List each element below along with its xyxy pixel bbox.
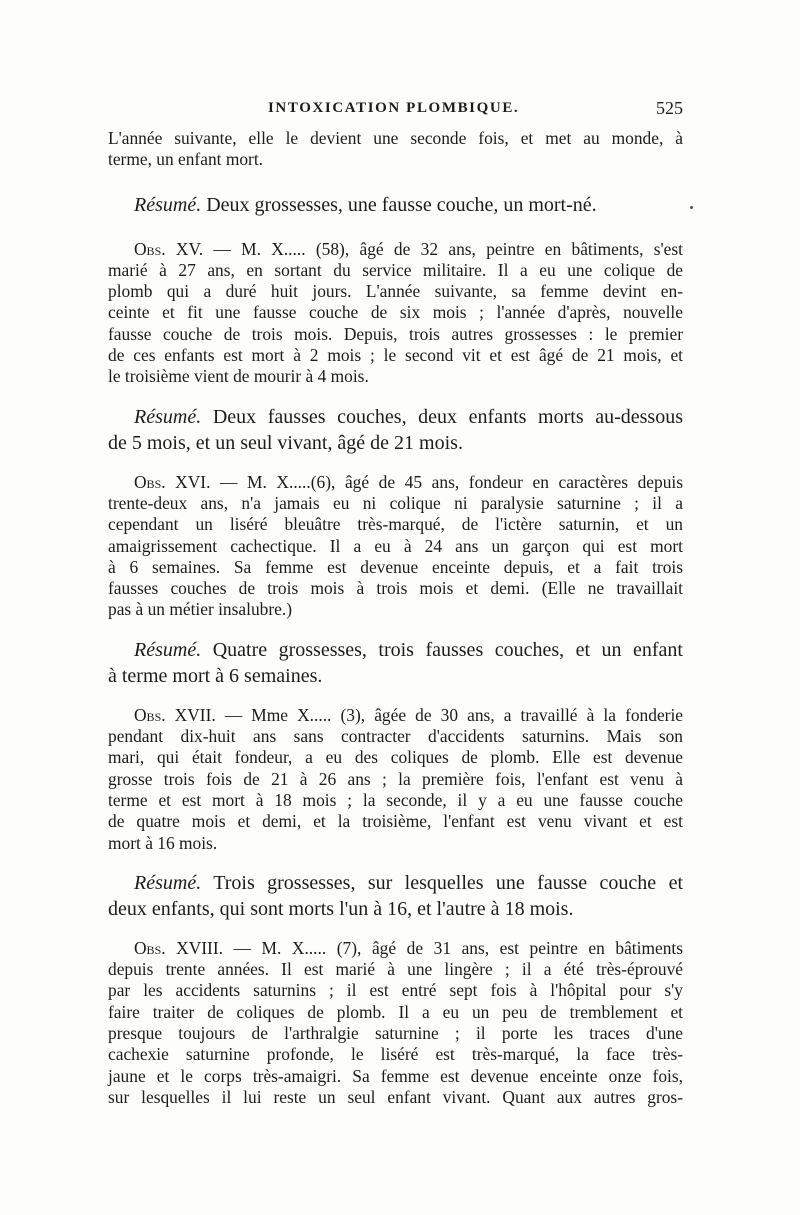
text-line: sur lesquelles il lui reste un seul enfant vivant. Quant aux autres gros- [108,1086,683,1107]
observation-xvii [108,705,683,854]
resume-paragraph [108,192,683,218]
text-line: fausses couches de trois mois à trois mois et demi. (Elle ne travaillait [108,578,683,599]
observation-text: — M. X..... (58), âgé de 32 ans, peintre en bâtiments, s'est [203,238,684,259]
text-line: pendant dix-huit ans sans contracter d'accidents saturnins. Mais son [108,726,683,747]
text-line: ceinte et fit une fausse couche de six mois ; l'année d'après, nouvelle [108,302,683,323]
text-line [108,404,683,430]
text-line: à terme mort à 6 semaines. [108,664,323,687]
resume-text: Deux grossesses, une fausse couche, un mort-né. [201,193,597,216]
text-line: marié à 27 ans, en sortant du service militaire. Il a eu une colique de [108,259,683,280]
text-line: trente-deux ans, n'a jamais eu ni colique ni paralysie saturnine ; il a [108,492,683,513]
text-line: cependant un liséré bleuâtre très-marqué, de l'ictère saturnin, et un [108,514,683,535]
text-line: depuis trente années. Il est marié à une lingère ; il a été très-éprouvé [108,959,683,980]
observation-label: Obs. XVI. [134,471,211,492]
text-line: terme et est mort à 18 mois ; la seconde, il y a eu une fausse couche [108,789,683,810]
observation-label: Obs. XV. [134,238,204,259]
page-header [108,98,683,122]
observation-xv [108,239,683,388]
text-line: jaune et le corps très-amaigri. Sa femme est devenue enceinte onze fois, [108,1065,683,1086]
observation-xviii [108,938,683,1108]
page-number: 525 [656,98,683,118]
resume-text: Deux fausses couches, deux enfants morts au-dessous [201,405,683,428]
text-line: terme, un enfant mort. [108,149,264,170]
text-line [108,705,683,726]
text-line [108,239,683,260]
text-line: de 5 mois, et un seul vivant, âgé de 21 mois. [108,431,463,454]
text-line: cachexie saturnine profonde, le liséré est très-marqué, la face très- [108,1044,683,1065]
text-line [108,472,683,493]
observation-text: — Mme X..... (3), âgée de 30 ans, a travaillé à la fonderie [215,704,684,725]
resume-text: Trois grossesses, sur lesquelles une fausse couche et [201,871,683,894]
text-line: L'année suivante, elle le devient une seconde fois, et met au monde, à [108,128,683,148]
running-title: INTOXICATION PLOMBIQUE. [268,100,520,116]
text-line: faire traiter de coliques de plomb. Il a eu un peu de tremblement et [108,1001,683,1022]
resume-paragraph [108,870,683,922]
text-line: de quatre mois et demi, et la troisième, l'enfant est venu vivant et est [108,811,683,832]
observation-label: Obs. XVII. [134,704,216,725]
text-line: le troisième vient de mourir à 4 mois. [108,366,369,387]
resume-paragraph [108,404,683,456]
text-line: grosse trois fois de 21 à 26 ans ; la première fois, l'enfant est venu à [108,768,683,789]
observation-xvi [108,472,683,621]
text-line: presque toujours de l'arthralgie saturnine ; il porte les traces d'une [108,1023,683,1044]
text-line: par les accidents saturnins ; il est entré sept fois à l'hôpital pour s'y [108,980,683,1001]
text-line: pas à un métier insalubre.) [108,599,292,620]
text-line: amaigrissement cachectique. Il a eu à 24 ans un garçon qui est mort [108,535,683,556]
paragraph-continuation [108,128,683,171]
text-line: mort à 16 mois. [108,832,218,853]
text-line: deux enfants, qui sont morts l'un à 16, et l'autre à 18 mois. [108,897,574,920]
resume-label: Résumé. [134,405,202,428]
resume-text: Quatre grossesses, trois fausses couches, et un enfant [201,638,683,661]
ink-speck [690,206,693,209]
text-line: fausse couche de trois mois. Depuis, trois autres grossesses : le premier [108,323,683,344]
text-line: plomb qui a duré huit jours. L'année suivante, sa femme devint en- [108,281,683,302]
text-line [108,870,683,896]
text-line [108,192,683,218]
text-line: mari, qui était fondeur, a eu des coliques de plomb. Elle est devenue [108,747,683,768]
resume-paragraph [108,637,683,689]
body-text [108,128,683,1108]
observation-label: Obs. XVIII. [134,937,223,958]
text-line: à 6 semaines. Sa femme est devenue enceinte depuis, et a fait trois [108,556,683,577]
text-line: de ces enfants est mort à 2 mois ; le second vit et est âgé de 21 mois, et [108,345,683,366]
resume-label: Résumé. [134,638,202,661]
text-line [108,938,683,959]
resume-label: Résumé. [134,871,202,894]
text-line [108,637,683,663]
observation-text: — M. X.....(6), âgé de 45 ans, fondeur en caractères depuis [210,471,683,492]
resume-label: Résumé. [134,193,202,216]
observation-text: — M. X..... (7), âgé de 31 ans, est peintre en bâtiments [223,937,683,958]
